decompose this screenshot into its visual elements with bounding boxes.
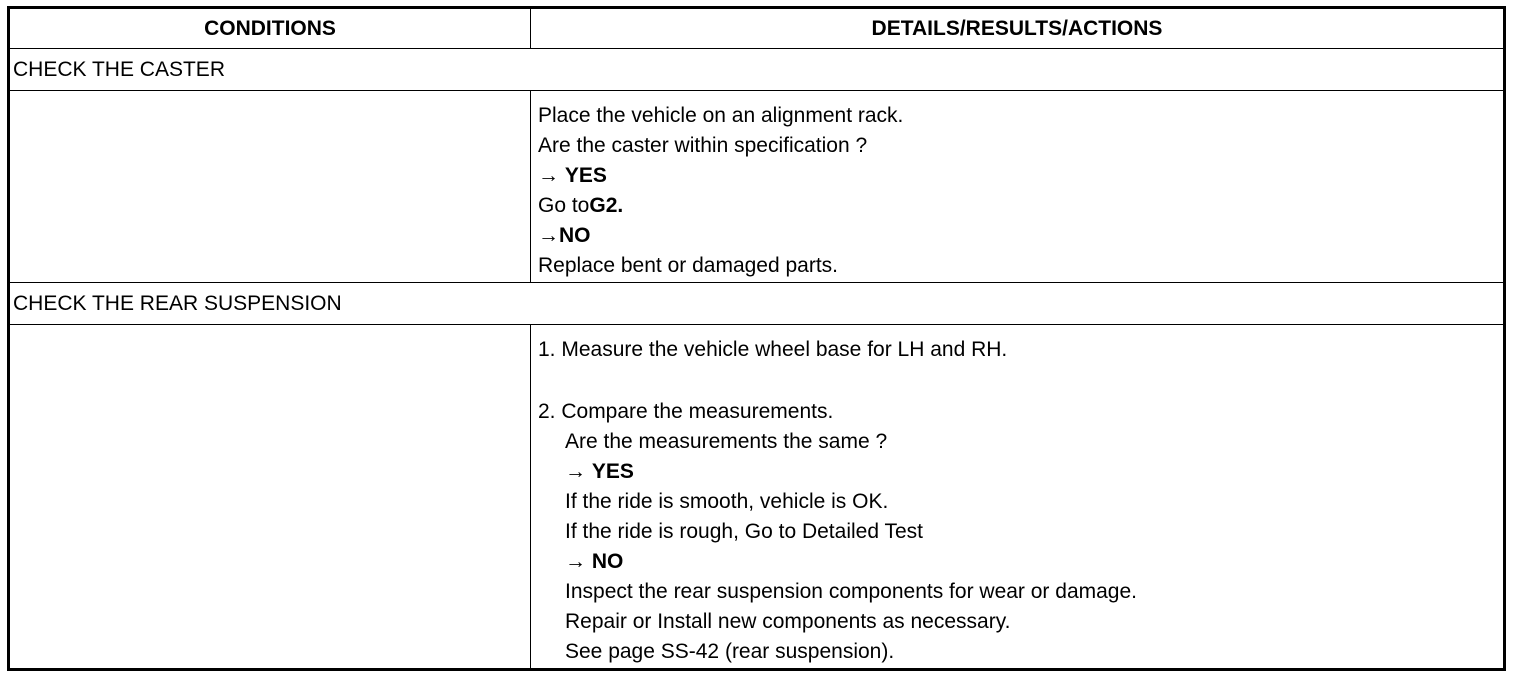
detail-line: Are the caster within specification ? bbox=[538, 134, 868, 158]
detail-line: Replace bent or damaged parts. bbox=[538, 254, 839, 278]
section-row-rear-suspension bbox=[9, 283, 1505, 325]
content-row-rear-suspension bbox=[9, 325, 1505, 670]
detail-line: → YES bbox=[538, 164, 607, 188]
detail-line: →NO bbox=[538, 224, 591, 248]
arrow-icon: → bbox=[565, 460, 586, 484]
detail-line: → NO bbox=[565, 550, 624, 574]
detail-line: 1. Measure the vehicle wheel base for LH and RH. bbox=[538, 338, 1008, 362]
detail-line: Place the vehicle on an alignment rack. bbox=[538, 104, 904, 128]
detail-line: See page SS-42 (rear suspension). bbox=[565, 640, 895, 664]
arrow-icon: → bbox=[538, 224, 559, 248]
condition-cell bbox=[9, 91, 531, 283]
details-cell bbox=[531, 325, 1505, 670]
detail-line: Repair or Install new components as necessary. bbox=[565, 610, 1011, 634]
detail-line: Inspect the rear suspension components for wear or damage. bbox=[565, 580, 1137, 604]
section-row-caster bbox=[9, 49, 1505, 91]
content-row-caster bbox=[9, 91, 1505, 283]
diagnostic-table bbox=[7, 6, 1506, 671]
section-title: CHECK THE CASTER bbox=[9, 49, 1505, 91]
header-row bbox=[9, 8, 1505, 49]
arrow-icon: → bbox=[538, 164, 559, 188]
detail-line: If the ride is smooth, vehicle is OK. bbox=[565, 490, 889, 514]
conditions-header: CONDITIONS bbox=[9, 8, 531, 49]
detail-line: Go toG2. bbox=[538, 194, 624, 218]
condition-cell bbox=[9, 325, 531, 670]
arrow-icon: → bbox=[565, 550, 586, 574]
details-cell bbox=[531, 91, 1505, 283]
detail-line: If the ride is rough, Go to Detailed Test bbox=[565, 520, 923, 544]
detail-line: Are the measurements the same ? bbox=[565, 430, 888, 454]
detail-line: → YES bbox=[565, 460, 634, 484]
detail-line: 2. Compare the measurements. bbox=[538, 400, 834, 424]
details-header: DETAILS/RESULTS/ACTIONS bbox=[531, 8, 1505, 49]
section-title: CHECK THE REAR SUSPENSION bbox=[9, 283, 1505, 325]
